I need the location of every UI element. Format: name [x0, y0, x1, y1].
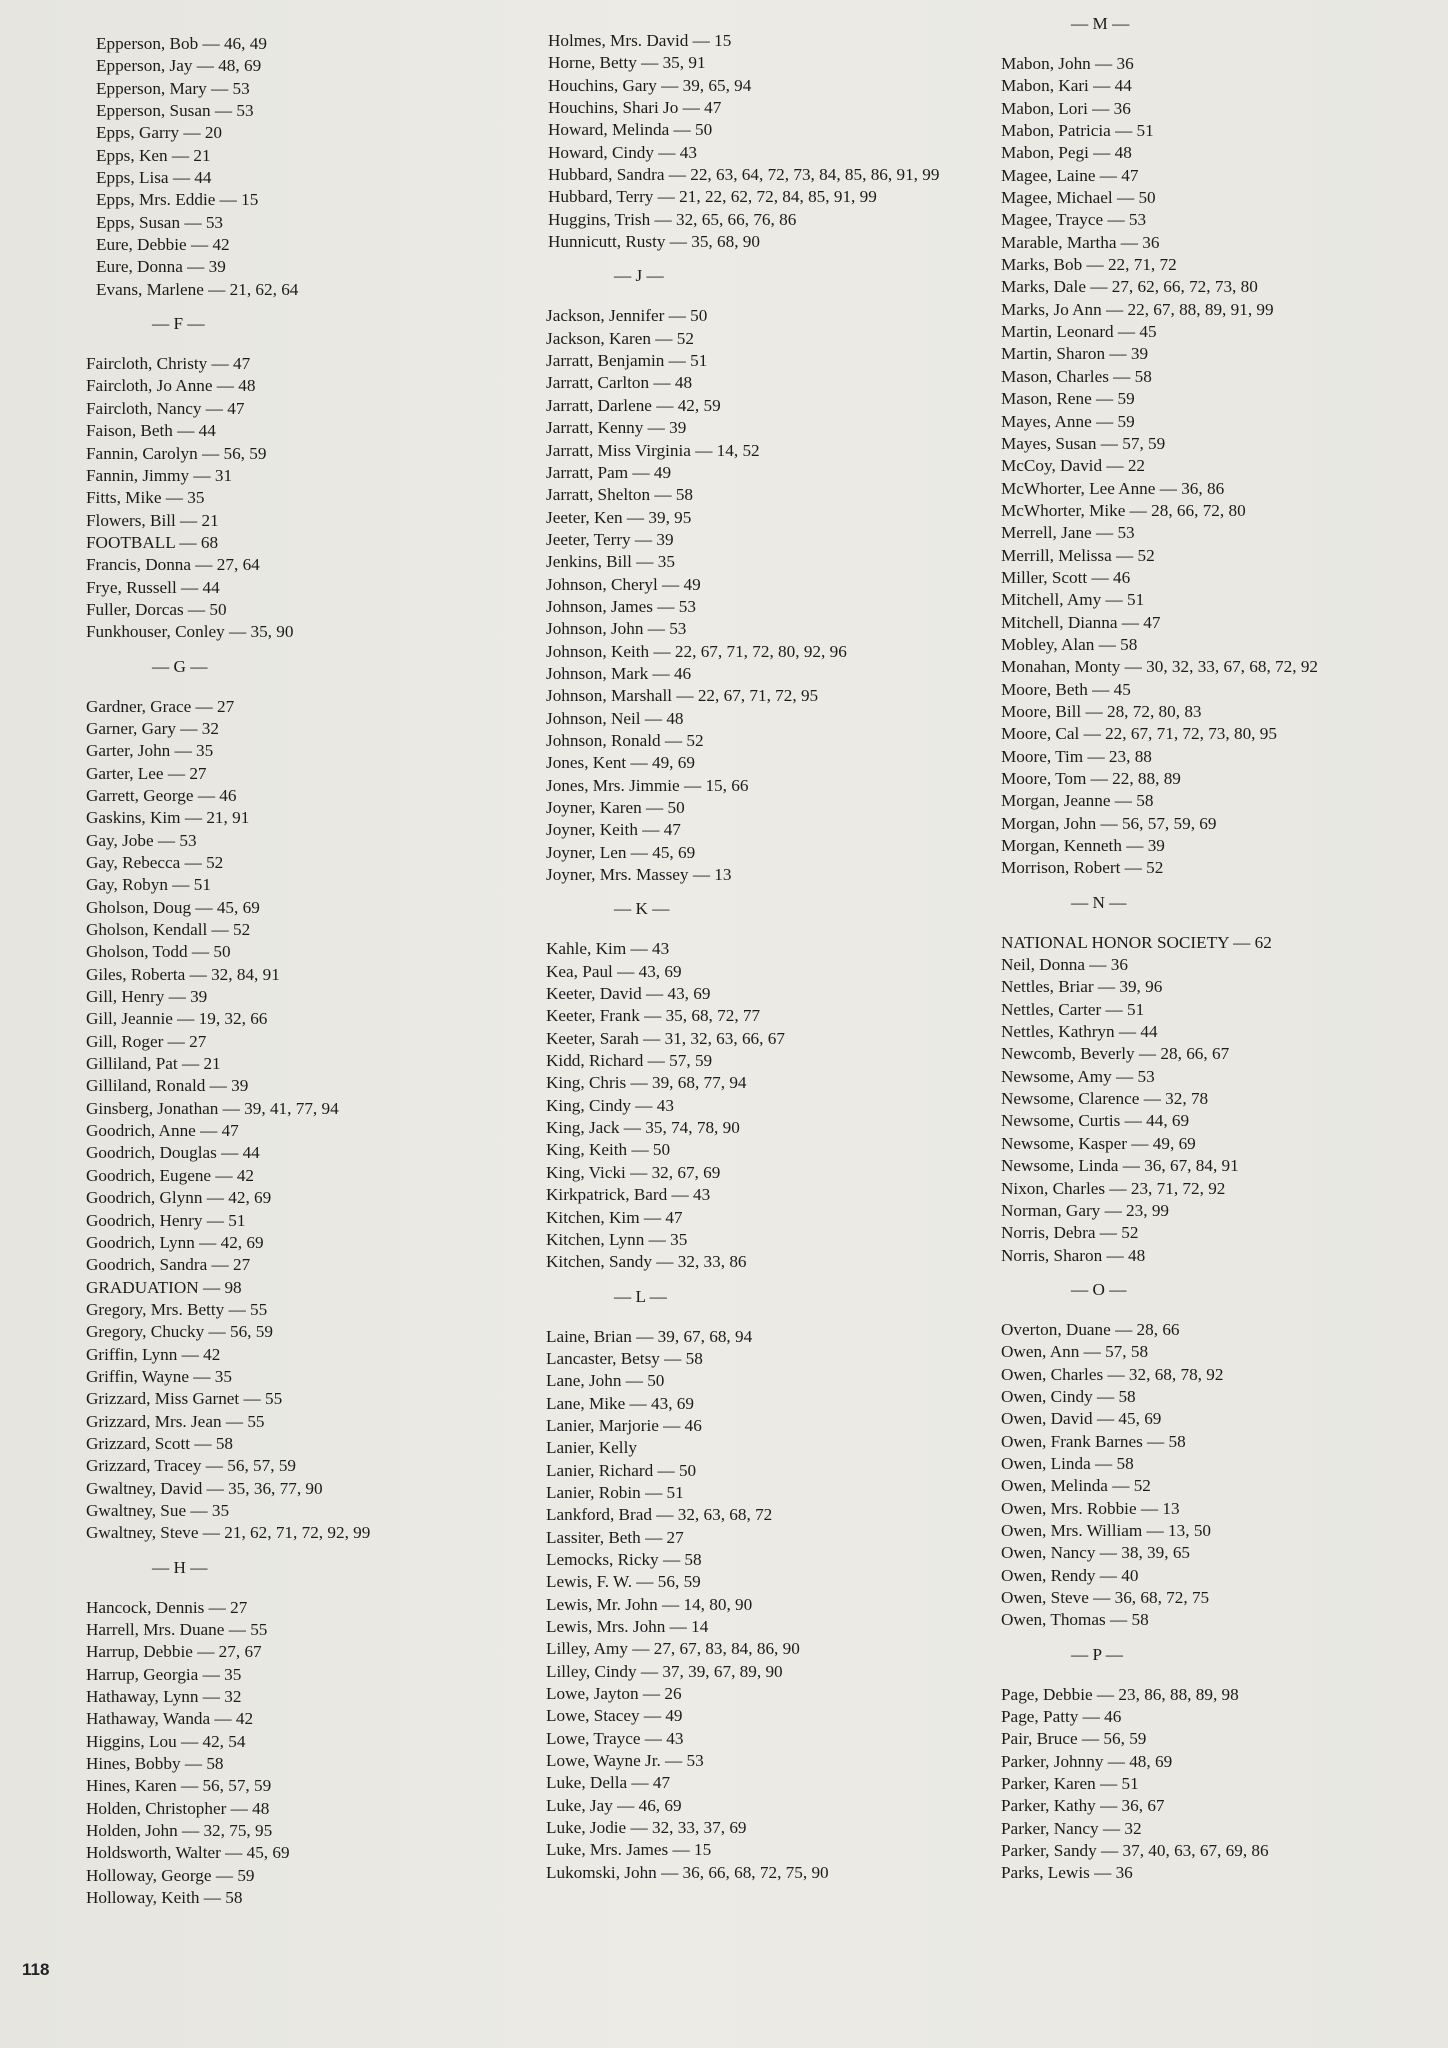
index-entry: Hunnicutt, Rusty — 35, 68, 90	[548, 232, 760, 252]
index-entry: Owen, Charles — 32, 68, 78, 92	[1001, 1364, 1224, 1384]
entry-list	[546, 305, 966, 886]
index-entry: Lowe, Stacey — 49	[546, 1706, 683, 1726]
index-entry: Johnson, Keith — 22, 67, 71, 72, 80, 92, 96	[546, 641, 847, 661]
index-entry: Grizzard, Tracey — 56, 57, 59	[86, 1456, 297, 1476]
index-entry: Morgan, Kenneth — 39	[1001, 836, 1165, 856]
index-entry: Gwaltney, Sue — 35	[86, 1500, 230, 1520]
index-entry: Miller, Scott — 46	[1001, 567, 1131, 587]
index-entry: King, Chris — 39, 68, 77, 94	[546, 1073, 747, 1093]
entry-list	[546, 1326, 966, 1885]
index-entry: Owen, Linda — 58	[1001, 1453, 1134, 1473]
index-entry: Gholson, Doug — 45, 69	[86, 897, 260, 917]
index-section	[86, 656, 466, 1545]
section-letter-header: — L —	[614, 1286, 667, 1306]
index-entry: Goodrich, Glynn — 42, 69	[86, 1188, 272, 1208]
index-entry: Magee, Michael — 50	[1001, 188, 1156, 208]
index-entry: Howard, Cindy — 43	[548, 142, 697, 162]
index-entry: Lanier, Robin — 51	[546, 1482, 684, 1502]
index-entry: Griffin, Wayne — 35	[86, 1366, 232, 1386]
index-entry: Frye, Russell — 44	[86, 577, 220, 597]
index-entry: Hubbard, Terry — 21, 22, 62, 72, 84, 85, 91, 99	[548, 187, 877, 207]
index-entry: Faircloth, Nancy — 47	[86, 398, 245, 418]
index-entry: Lankford, Brad — 32, 63, 68, 72	[546, 1505, 773, 1525]
index-entry: Faison, Beth — 44	[86, 421, 216, 441]
index-entry: Kirkpatrick, Bard — 43	[546, 1185, 711, 1205]
index-entry: Keeter, Frank — 35, 68, 72, 77	[546, 1006, 761, 1026]
entry-list	[1001, 1684, 1431, 1885]
section-letter-header: — M —	[1071, 14, 1130, 33]
index-entry: Mitchell, Dianna — 47	[1001, 612, 1161, 632]
index-entry: Howard, Melinda — 50	[548, 120, 713, 140]
index-entry: Magee, Laine — 47	[1001, 165, 1139, 185]
index-entry: Griffin, Lynn — 42	[86, 1344, 221, 1364]
index-entry: Epperson, Jay — 48, 69	[96, 56, 262, 76]
index-entry: Lewis, Mrs. John — 14	[546, 1617, 709, 1636]
index-entry: Gaskins, Kim — 21, 91	[86, 808, 250, 828]
index-section	[1001, 1279, 1431, 1632]
index-entry: Harrup, Georgia — 35	[86, 1664, 242, 1684]
index-entry: Nixon, Charles — 23, 71, 72, 92	[1001, 1178, 1226, 1198]
index-entry: Merrell, Jane — 53	[1001, 523, 1135, 543]
index-entry: Mobley, Alan — 58	[1001, 634, 1138, 654]
index-entry: Moore, Tim — 23, 88	[1001, 746, 1152, 766]
index-section	[1001, 892, 1431, 1267]
index-entry: King, Jack — 35, 74, 78, 90	[546, 1118, 740, 1138]
index-entry: Holloway, George — 59	[86, 1865, 255, 1885]
index-entry: Epperson, Susan — 53	[96, 101, 254, 121]
index-entry: Mabon, John — 36	[1001, 54, 1134, 73]
index-entry: Parker, Sandy — 37, 40, 63, 67, 69, 86	[1001, 1841, 1269, 1861]
index-entry: Gay, Rebecca — 52	[86, 853, 224, 872]
index-section	[546, 265, 966, 886]
index-entry: Epps, Mrs. Eddie — 15	[96, 190, 259, 210]
index-entry: Lowe, Jayton — 26	[546, 1684, 682, 1704]
index-entry: Johnson, Neil — 48	[546, 708, 684, 728]
index-entry: FOOTBALL — 68	[86, 532, 219, 552]
index-entry: Higgins, Lou — 42, 54	[86, 1731, 246, 1751]
index-entry: Hancock, Dennis — 27	[86, 1597, 248, 1617]
index-entry: Lanier, Kelly	[546, 1438, 637, 1458]
index-entry: Lanier, Marjorie — 46	[546, 1415, 702, 1435]
index-entry: Owen, David — 45, 69	[1001, 1409, 1162, 1429]
index-entry: Keeter, David — 43, 69	[546, 984, 711, 1004]
index-entry: King, Vicki — 32, 67, 69	[546, 1162, 721, 1182]
index-entry: Goodrich, Eugene — 42	[86, 1165, 255, 1185]
index-entry: Mayes, Anne — 59	[1001, 411, 1135, 431]
index-entry: Luke, Jay — 46, 69	[546, 1795, 682, 1815]
index-entry: Joyner, Mrs. Massey — 13	[546, 865, 732, 885]
index-entry: Epperson, Mary — 53	[96, 78, 250, 98]
index-section	[546, 30, 966, 253]
index-entry: Horne, Betty — 35, 91	[548, 53, 706, 73]
index-entry: Jones, Mrs. Jimmie — 15, 66	[546, 775, 749, 795]
index-entry: Marable, Martha — 36	[1001, 232, 1160, 252]
index-entry: Lilley, Cindy — 37, 39, 67, 89, 90	[546, 1661, 783, 1681]
index-entry: Garter, Lee — 27	[86, 763, 207, 783]
index-entry: Jeeter, Terry — 39	[546, 529, 674, 549]
index-entry: Jones, Kent — 49, 69	[546, 753, 695, 773]
index-entry: Newsome, Curtis — 44, 69	[1001, 1111, 1190, 1131]
index-entry: Fitts, Mike — 35	[86, 488, 205, 508]
section-letter-header: — F —	[152, 314, 205, 334]
index-entry: Mabon, Lori — 36	[1001, 98, 1131, 118]
index-entry: Newsome, Amy — 53	[1001, 1066, 1155, 1086]
index-entry: Newsome, Linda — 36, 67, 84, 91	[1001, 1156, 1239, 1176]
index-entry: Jarratt, Miss Virginia — 14, 52	[546, 440, 760, 460]
index-entry: Jarratt, Benjamin — 51	[546, 351, 708, 371]
index-entry: Nettles, Carter — 51	[1001, 999, 1145, 1019]
index-entry: Owen, Mrs. William — 13, 50	[1001, 1520, 1212, 1540]
index-entry: Owen, Melinda — 52	[1001, 1476, 1151, 1496]
index-entry: Lewis, F. W. — 56, 59	[546, 1572, 701, 1592]
index-entry: Owen, Thomas — 58	[1001, 1610, 1149, 1630]
entry-list	[86, 1597, 466, 1910]
index-entry: Morgan, John — 56, 57, 59, 69	[1001, 813, 1217, 833]
page-number: 118	[22, 1960, 50, 1979]
index-entry: Jarratt, Shelton — 58	[546, 485, 694, 505]
index-entry: Houchins, Shari Jo — 47	[548, 98, 722, 118]
index-entry: Mabon, Kari — 44	[1001, 76, 1132, 96]
index-entry: Magee, Trayce — 53	[1001, 210, 1147, 230]
index-entry: Owen, Ann — 57, 58	[1001, 1342, 1149, 1362]
index-entry: Evans, Marlene — 21, 62, 64	[96, 279, 299, 299]
index-entry: Johnson, Ronald — 52	[546, 730, 704, 750]
index-entry: Lassiter, Beth — 27	[546, 1527, 684, 1547]
index-entry: Pair, Bruce — 56, 59	[1001, 1729, 1147, 1749]
index-column-1	[86, 33, 466, 1909]
index-entry: Epps, Garry — 20	[96, 123, 223, 143]
index-entry: Fannin, Jimmy — 31	[86, 465, 233, 485]
index-entry: Goodrich, Henry — 51	[86, 1210, 246, 1230]
index-section	[86, 1557, 466, 1910]
entry-list	[96, 33, 466, 301]
index-entry: Lanier, Richard — 50	[546, 1460, 697, 1480]
index-entry: Luke, Jodie — 32, 33, 37, 69	[546, 1818, 747, 1838]
entry-list	[548, 30, 966, 253]
index-entry: Keeter, Sarah — 31, 32, 63, 66, 67	[546, 1028, 785, 1048]
index-entry: Owen, Frank Barnes — 58	[1001, 1431, 1186, 1451]
index-entry: NATIONAL HONOR SOCIETY — 62	[1001, 932, 1272, 952]
entry-list	[546, 938, 966, 1273]
index-section	[546, 898, 966, 1273]
index-entry: Francis, Donna — 27, 64	[86, 555, 260, 575]
index-entry: Goodrich, Anne — 47	[86, 1121, 239, 1141]
index-entry: Moore, Beth — 45	[1001, 679, 1131, 699]
index-entry: Jenkins, Bill — 35	[546, 552, 675, 572]
index-entry: Holden, Christopher — 48	[86, 1798, 270, 1818]
index-entry: Newsome, Kasper — 49, 69	[1001, 1133, 1196, 1153]
index-entry: Parker, Karen — 51	[1001, 1774, 1139, 1794]
index-entry: Kahle, Kim — 43	[546, 939, 670, 959]
index-entry: Kitchen, Sandy — 32, 33, 86	[546, 1252, 747, 1272]
index-entry: Faircloth, Christy — 47	[86, 354, 251, 374]
index-entry: Epps, Lisa — 44	[96, 168, 212, 188]
index-entry: Lane, John — 50	[546, 1371, 665, 1391]
section-letter-header: — J —	[614, 266, 664, 286]
index-entry: Holdsworth, Walter — 45, 69	[86, 1843, 290, 1863]
index-entry: McWhorter, Mike — 28, 66, 72, 80	[1001, 500, 1246, 520]
index-entry: Johnson, Marshall — 22, 67, 71, 72, 95	[546, 686, 819, 706]
index-entry: Martin, Sharon — 39	[1001, 344, 1149, 364]
index-entry: Gwaltney, David — 35, 36, 77, 90	[86, 1478, 323, 1498]
index-entry: Gardner, Grace — 27	[86, 696, 235, 716]
index-entry: Kidd, Richard — 57, 59	[546, 1051, 713, 1071]
index-entry: Kitchen, Lynn — 35	[546, 1229, 688, 1249]
section-letter-header: — G —	[152, 656, 208, 676]
index-entry: McWhorter, Lee Anne — 36, 86	[1001, 478, 1225, 498]
index-entry: Gwaltney, Steve — 21, 62, 71, 72, 92, 99	[86, 1523, 371, 1543]
section-letter-header: — K —	[614, 899, 670, 919]
index-entry: Lukomski, John — 36, 66, 68, 72, 75, 90	[546, 1862, 829, 1882]
index-entry: Gilliland, Pat — 21	[86, 1054, 221, 1074]
index-entry: Luke, Della — 47	[546, 1773, 671, 1793]
index-entry: Luke, Mrs. James — 15	[546, 1840, 712, 1860]
index-entry: Owen, Nancy — 38, 39, 65	[1001, 1543, 1191, 1563]
index-entry: Gholson, Kendall — 52	[86, 920, 251, 940]
section-letter-header: — P —	[1071, 1644, 1123, 1664]
index-entry: Houchins, Gary — 39, 65, 94	[548, 75, 752, 95]
index-entry: Gholson, Todd — 50	[86, 942, 231, 962]
index-entry: Hubbard, Sandra — 22, 63, 64, 72, 73, 84, 85, 86, 91, 99	[548, 165, 940, 185]
index-entry: Nettles, Briar — 39, 96	[1001, 977, 1163, 997]
section-letter-header: — H —	[152, 1557, 208, 1577]
index-section	[1001, 1644, 1431, 1885]
index-entry: Holmes, Mrs. David — 15	[548, 31, 732, 50]
index-entry: Garter, John — 35	[86, 741, 214, 761]
index-entry: Marks, Dale — 27, 62, 66, 72, 73, 80	[1001, 277, 1258, 297]
entry-list	[86, 353, 466, 643]
index-entry: Owen, Mrs. Robbie — 13	[1001, 1498, 1180, 1518]
index-entry: Fuller, Dorcas — 50	[86, 599, 227, 619]
index-entry: Harrell, Mrs. Duane — 55	[86, 1620, 268, 1639]
index-entry: Parker, Nancy — 32	[1001, 1818, 1142, 1838]
index-entry: Norman, Gary — 23, 99	[1001, 1200, 1170, 1220]
index-entry: Gill, Henry — 39	[86, 987, 208, 1007]
index-entry: Joyner, Karen — 50	[546, 798, 685, 817]
index-entry: Martin, Leonard — 45	[1001, 322, 1157, 342]
index-entry: Morrison, Robert — 52	[1001, 858, 1164, 878]
index-entry: Parker, Kathy — 36, 67	[1001, 1796, 1165, 1816]
index-entry: Gregory, Mrs. Betty — 55	[86, 1299, 268, 1319]
index-entry: Kitchen, Kim — 47	[546, 1207, 683, 1227]
index-column-3	[1001, 13, 1431, 1885]
index-entry: Nettles, Kathryn — 44	[1001, 1022, 1158, 1042]
index-entry: Page, Patty — 46	[1001, 1707, 1122, 1727]
index-entry: Johnson, James — 53	[546, 596, 696, 616]
index-entry: Jeeter, Ken — 39, 95	[546, 507, 692, 527]
index-entry: Mabon, Pegi — 48	[1001, 143, 1132, 163]
index-entry: Goodrich, Lynn — 42, 69	[86, 1232, 264, 1252]
index-entry: Gill, Jeannie — 19, 32, 66	[86, 1009, 268, 1029]
index-section	[1001, 13, 1431, 880]
index-entry: Marks, Jo Ann — 22, 67, 88, 89, 91, 99	[1001, 299, 1274, 319]
index-entry: Epperson, Bob — 46, 49	[96, 34, 267, 53]
index-entry: Harrup, Debbie — 27, 67	[86, 1642, 262, 1662]
index-entry: Hines, Karen — 56, 57, 59	[86, 1776, 272, 1796]
index-entry: GRADUATION — 98	[86, 1277, 242, 1297]
index-entry: Laine, Brian — 39, 67, 68, 94	[546, 1326, 753, 1346]
index-entry: Overton, Duane — 28, 66	[1001, 1319, 1180, 1339]
index-section	[546, 1286, 966, 1885]
index-entry: Garrett, George — 46	[86, 785, 237, 805]
entry-list	[1001, 932, 1431, 1267]
index-entry: McCoy, David — 22	[1001, 456, 1146, 476]
index-entry: Flowers, Bill — 21	[86, 510, 219, 530]
index-entry: Newsome, Clarence — 32, 78	[1001, 1089, 1209, 1109]
index-entry: Owen, Cindy — 58	[1001, 1386, 1136, 1406]
index-entry: Goodrich, Douglas — 44	[86, 1143, 260, 1163]
index-entry: Mayes, Susan — 57, 59	[1001, 433, 1166, 453]
index-entry: Holloway, Keith — 58	[86, 1888, 243, 1908]
section-letter-header: — O —	[1071, 1279, 1127, 1299]
index-entry: Kea, Paul — 43, 69	[546, 961, 682, 981]
index-entry: Newcomb, Beverly — 28, 66, 67	[1001, 1044, 1230, 1064]
entry-list	[1001, 1319, 1431, 1632]
index-entry: Grizzard, Mrs. Jean — 55	[86, 1411, 265, 1431]
index-entry: Jarratt, Pam — 49	[546, 462, 672, 482]
index-entry: Monahan, Monty — 30, 32, 33, 67, 68, 72, 92	[1001, 657, 1319, 677]
index-entry: Garner, Gary — 32	[86, 718, 219, 738]
index-entry: Lewis, Mr. John — 14, 80, 90	[546, 1594, 753, 1614]
index-entry: Gill, Roger — 27	[86, 1031, 207, 1051]
index-entry: Merrill, Melissa — 52	[1001, 545, 1155, 565]
entry-list	[1001, 53, 1431, 880]
index-entry: Page, Debbie — 23, 86, 88, 89, 98	[1001, 1684, 1239, 1704]
index-entry: King, Cindy — 43	[546, 1095, 674, 1115]
index-entry: Hathaway, Lynn — 32	[86, 1687, 242, 1707]
index-entry: Eure, Donna — 39	[96, 257, 226, 277]
index-entry: Parker, Johnny — 48, 69	[1001, 1751, 1173, 1771]
index-entry: Jarratt, Darlene — 42, 59	[546, 395, 721, 415]
entry-list	[86, 696, 466, 1545]
index-entry: Marks, Bob — 22, 71, 72	[1001, 255, 1177, 275]
index-entry: Parks, Lewis — 36	[1001, 1863, 1133, 1883]
index-entry: Giles, Roberta — 32, 84, 91	[86, 964, 280, 984]
index-section	[86, 313, 466, 643]
index-section	[86, 33, 466, 301]
index-entry: Joyner, Keith — 47	[546, 820, 681, 840]
index-entry: Lowe, Wayne Jr. — 53	[546, 1751, 704, 1771]
index-entry: Lane, Mike — 43, 69	[546, 1393, 694, 1413]
index-entry: Gregory, Chucky — 56, 59	[86, 1322, 273, 1342]
index-entry: Goodrich, Sandra — 27	[86, 1255, 251, 1275]
index-column-2	[546, 30, 966, 1884]
index-entry: Owen, Rendy — 40	[1001, 1565, 1139, 1585]
index-entry: Johnson, John — 53	[546, 619, 687, 639]
index-entry: Mason, Rene — 59	[1001, 389, 1135, 409]
index-entry: Owen, Steve — 36, 68, 72, 75	[1001, 1588, 1210, 1607]
index-entry: Norris, Sharon — 48	[1001, 1245, 1146, 1265]
index-entry: Norris, Debra — 52	[1001, 1223, 1139, 1243]
index-entry: Jackson, Karen — 52	[546, 328, 694, 348]
index-entry: Morgan, Jeanne — 58	[1001, 791, 1154, 811]
index-entry: Grizzard, Miss Garnet — 55	[86, 1389, 283, 1409]
index-entry: Ginsberg, Jonathan — 39, 41, 77, 94	[86, 1098, 339, 1118]
index-entry: Jackson, Jennifer — 50	[546, 306, 708, 326]
index-entry: Mason, Charles — 58	[1001, 366, 1152, 386]
index-entry: Gilliland, Ronald — 39	[86, 1076, 249, 1096]
index-entry: Gay, Robyn — 51	[86, 875, 211, 895]
index-entry: Holden, John — 32, 75, 95	[86, 1821, 273, 1841]
index-entry: Jarratt, Kenny — 39	[546, 418, 687, 438]
index-entry: Faircloth, Jo Anne — 48	[86, 376, 256, 396]
index-entry: Lemocks, Ricky — 58	[546, 1549, 702, 1569]
index-entry: Moore, Tom — 22, 88, 89	[1001, 769, 1181, 788]
index-entry: Eure, Debbie — 42	[96, 235, 230, 255]
index-entry: Epps, Ken — 21	[96, 145, 211, 165]
index-entry: Lilley, Amy — 27, 67, 83, 84, 86, 90	[546, 1639, 800, 1659]
index-entry: Gay, Jobe — 53	[86, 830, 197, 850]
index-entry: Epps, Susan — 53	[96, 212, 224, 232]
index-entry: Hines, Bobby — 58	[86, 1754, 224, 1774]
index-entry: Joyner, Len — 45, 69	[546, 842, 696, 862]
index-entry: Fannin, Carolyn — 56, 59	[86, 443, 267, 463]
index-entry: Moore, Cal — 22, 67, 71, 72, 73, 80, 95	[1001, 724, 1277, 744]
index-entry: Grizzard, Scott — 58	[86, 1433, 234, 1453]
index-entry: Johnson, Mark — 46	[546, 663, 692, 683]
index-entry: King, Keith — 50	[546, 1140, 671, 1160]
index-entry: Neil, Donna — 36	[1001, 955, 1128, 975]
index-entry: Huggins, Trish — 32, 65, 66, 76, 86	[548, 209, 797, 229]
index-entry: Hathaway, Wanda — 42	[86, 1709, 254, 1729]
index-entry: Mitchell, Amy — 51	[1001, 590, 1145, 610]
index-entry: Lancaster, Betsy — 58	[546, 1348, 703, 1368]
index-entry: Johnson, Cheryl — 49	[546, 574, 701, 594]
index-entry: Moore, Bill — 28, 72, 80, 83	[1001, 701, 1202, 721]
index-entry: Jarratt, Carlton — 48	[546, 373, 693, 393]
index-entry: Funkhouser, Conley — 35, 90	[86, 622, 294, 642]
section-letter-header: — N —	[1071, 892, 1127, 912]
index-entry: Mabon, Patricia — 51	[1001, 121, 1154, 141]
index-entry: Lowe, Trayce — 43	[546, 1728, 684, 1748]
